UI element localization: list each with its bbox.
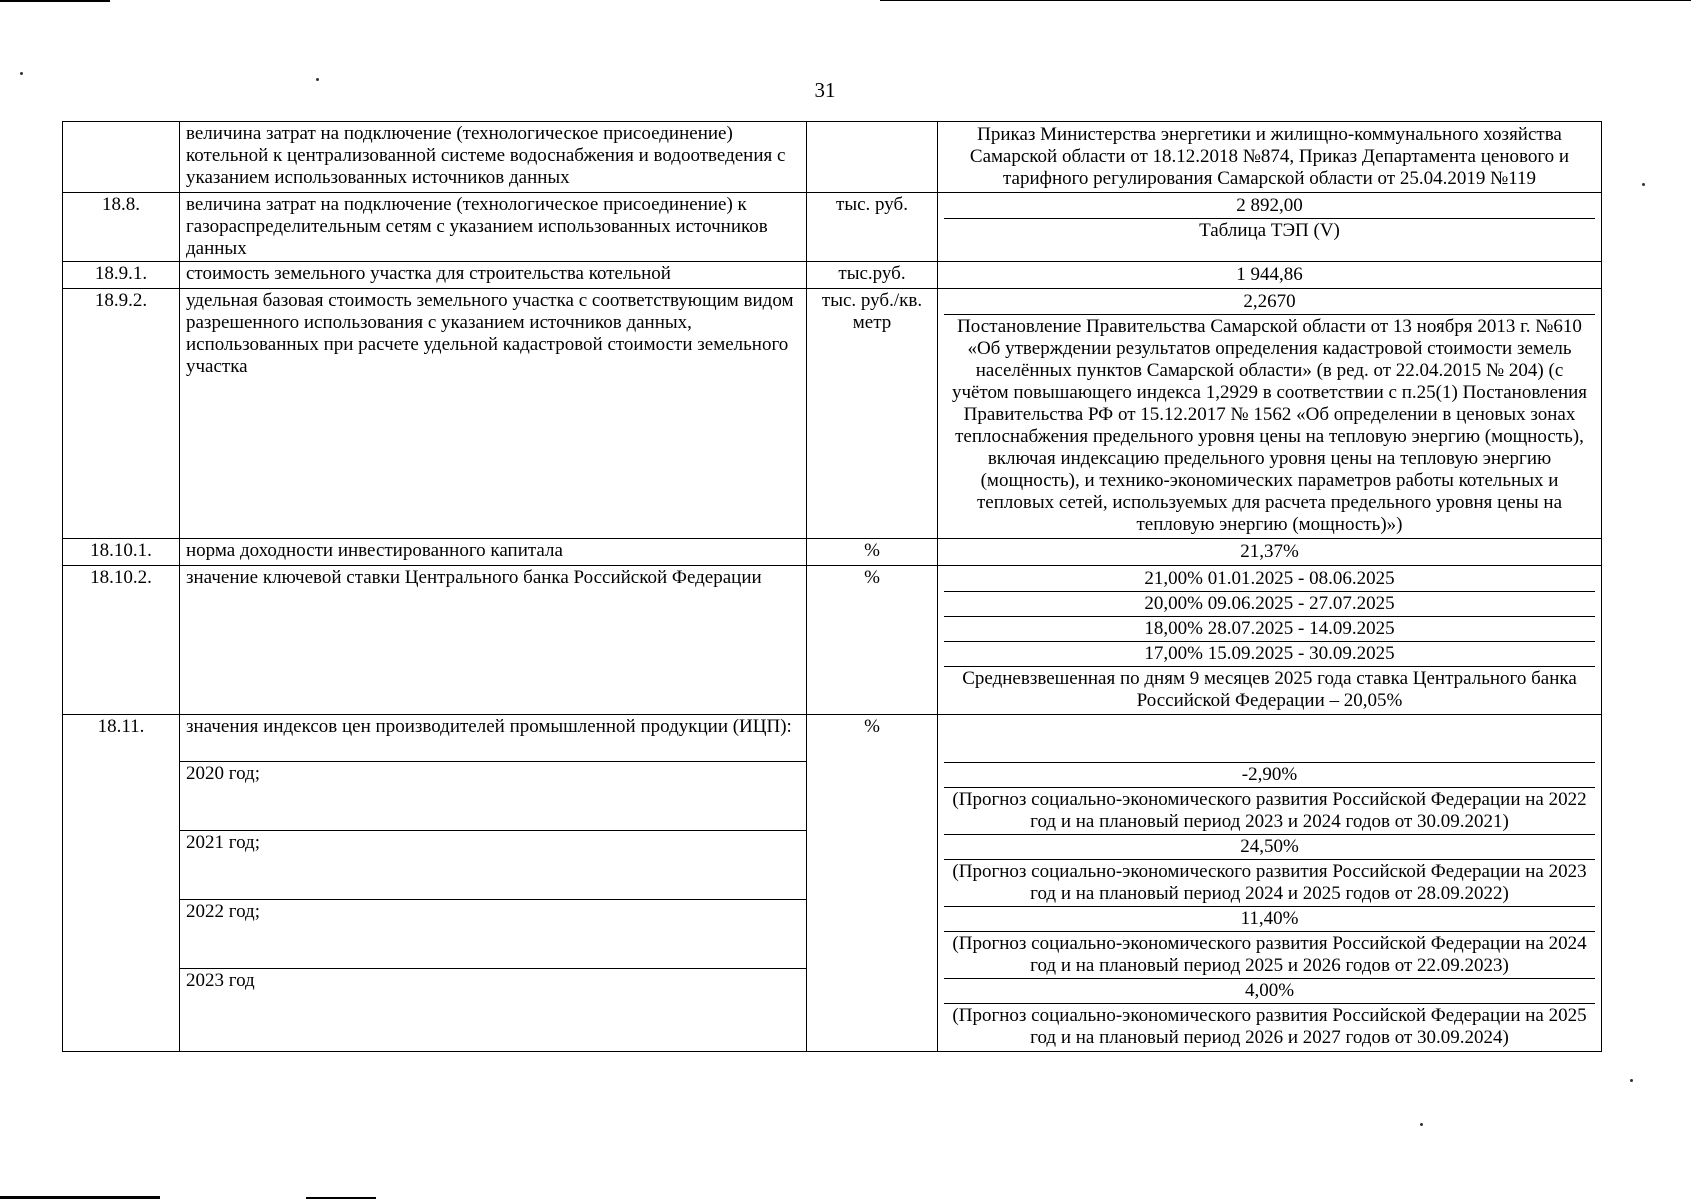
index-source: (Прогноз социально-экономического развития Российской Федерации на 2025 год и на плановый период 2026 и 2027 годов от 30.09.2024) [944, 1004, 1595, 1051]
source-value: 21,37% [1240, 541, 1299, 562]
row-unit: тыс. руб./кв. метр [807, 289, 938, 539]
table-row [63, 539, 1602, 566]
table-row [63, 262, 1602, 289]
source-value: 1 944,86 [1236, 264, 1303, 285]
rate-average: Средневзвешенная по дням 9 месяцев 2025 года ставка Центрального банка Российской Федерации – 20,05% [944, 667, 1595, 714]
index-source: (Прогноз социально-экономического развития Российской Федерации на 2023 год и на плановый период 2024 и 2025 годов от 28.09.2022) [944, 860, 1595, 907]
row-description: величина затрат на подключение (технологическое присоединение) к газораспределительным сетям с указанием использованных источников данных [180, 193, 807, 262]
row-unit [807, 122, 938, 193]
row-source [938, 262, 1602, 289]
source-value: 2,2670 [1243, 291, 1296, 312]
table-row [63, 715, 1602, 1052]
row-unit: тыс. руб. [807, 193, 938, 262]
row-unit: % [807, 539, 938, 566]
scan-edge-top-right [880, 0, 1691, 1]
source-line: Приказ Министерства энергетики и жилищно-коммунального хозяйства Самарской области от 18.12.2018 №874, Приказ Департамента ценового и тарифного регулирования Самарской области от 25.04.2019 №119 [969, 124, 1570, 189]
row-source [938, 122, 1602, 193]
document-table [62, 121, 1602, 1052]
year-label: 2020 год; [180, 762, 806, 831]
scan-edge-bottom-left [0, 1196, 160, 1199]
row-description: норма доходности инвестированного капитала [180, 539, 807, 566]
indices-blank [944, 716, 1595, 763]
row-description: стоимость земельного участка для строительства котельной [180, 262, 807, 289]
row-source [938, 715, 1602, 1052]
row-number: 18.8. [63, 193, 180, 262]
year-label: 2021 год; [180, 831, 806, 900]
row-number: 18.9.1. [63, 262, 180, 289]
source-line: Таблица ТЭП (V) [944, 219, 1595, 244]
row-description [180, 715, 807, 1052]
table-row [63, 289, 1602, 539]
scan-edge-top-left [0, 0, 110, 2]
rate-period: 20,00% 09.06.2025 - 27.07.2025 [944, 592, 1595, 617]
source-value: 2 892,00 [1236, 195, 1303, 216]
index-source: (Прогноз социально-экономического развития Российской Федерации на 2022 год и на плановый период 2023 и 2024 годов от 30.09.2021) [944, 788, 1595, 835]
rate-period: 21,00% 01.01.2025 - 08.06.2025 [1144, 568, 1395, 589]
row-number: 18.9.2. [63, 289, 180, 539]
scan-speck [1420, 1123, 1423, 1126]
page-number: 31 [814, 78, 836, 102]
scan-speck [20, 72, 23, 75]
scan-edge-bottom-mid [306, 1197, 376, 1199]
row-number: 18.10.2. [63, 566, 180, 715]
rate-period: 18,00% 28.07.2025 - 14.09.2025 [944, 617, 1595, 642]
index-value: -2,90% [944, 763, 1595, 788]
row-source [938, 193, 1602, 262]
row-number: 18.11. [63, 715, 180, 1052]
row-source [938, 539, 1602, 566]
row-description: величина затрат на подключение (технологическое присоединение) котельной к централизованной системе водоснабжения и водоотведения с указанием использованных источников данных [180, 122, 807, 193]
table-row [63, 566, 1602, 715]
indices-title: значения индексов цен производителей промышленной продукции (ИЦП): [186, 716, 792, 737]
year-label: 2022 год; [180, 900, 806, 969]
row-number: 18.10.1. [63, 539, 180, 566]
scan-speck [1642, 183, 1645, 186]
row-number [63, 122, 180, 193]
index-value: 24,50% [944, 835, 1595, 860]
scan-speck [1630, 1079, 1633, 1082]
year-label: 2023 год [180, 969, 806, 1038]
table-row [63, 193, 1602, 262]
row-source [938, 566, 1602, 715]
row-unit: % [807, 566, 938, 715]
source-line: Постановление Правительства Самарской области от 13 ноября 2013 г. №610 «Об утверждении результатов определения кадастровой стоимости земель населённых пунктов Самарской области» (в ред. от 22.04.2015 № 204) (с учётом повышающего индекса 1,2929 в соответствии с п.25(1) Постановления Правительства РФ от 15.12.2017 № 1562 «Об определении в ценовых зонах теплоснабжения предельного уровня цены на тепловую энергию (мощность), включая индексацию предельного уровня цены на тепловую энергию (мощность), и технико-экономических параметров работы котельных и тепловых сетей, используемых для расчета предельного уровня цены на тепловую энергию (мощность)») [944, 315, 1595, 538]
table-row [63, 122, 1602, 193]
row-unit: тыс.руб. [807, 262, 938, 289]
rate-period: 17,00% 15.09.2025 - 30.09.2025 [944, 642, 1595, 667]
index-source: (Прогноз социально-экономического развития Российской Федерации на 2024 год и на плановый период 2025 и 2026 годов от 22.09.2023) [944, 932, 1595, 979]
index-value: 4,00% [944, 979, 1595, 1004]
index-value: 11,40% [944, 907, 1595, 932]
row-unit: % [807, 715, 938, 1052]
row-source [938, 289, 1602, 539]
row-description: значение ключевой ставки Центрального банка Российской Федерации [180, 566, 807, 715]
row-description: удельная базовая стоимость земельного участка с соответствующим видом разрешенного использования с указанием источников данных, использованных при расчете удельной кадастровой стоимости земельного участка [180, 289, 807, 539]
